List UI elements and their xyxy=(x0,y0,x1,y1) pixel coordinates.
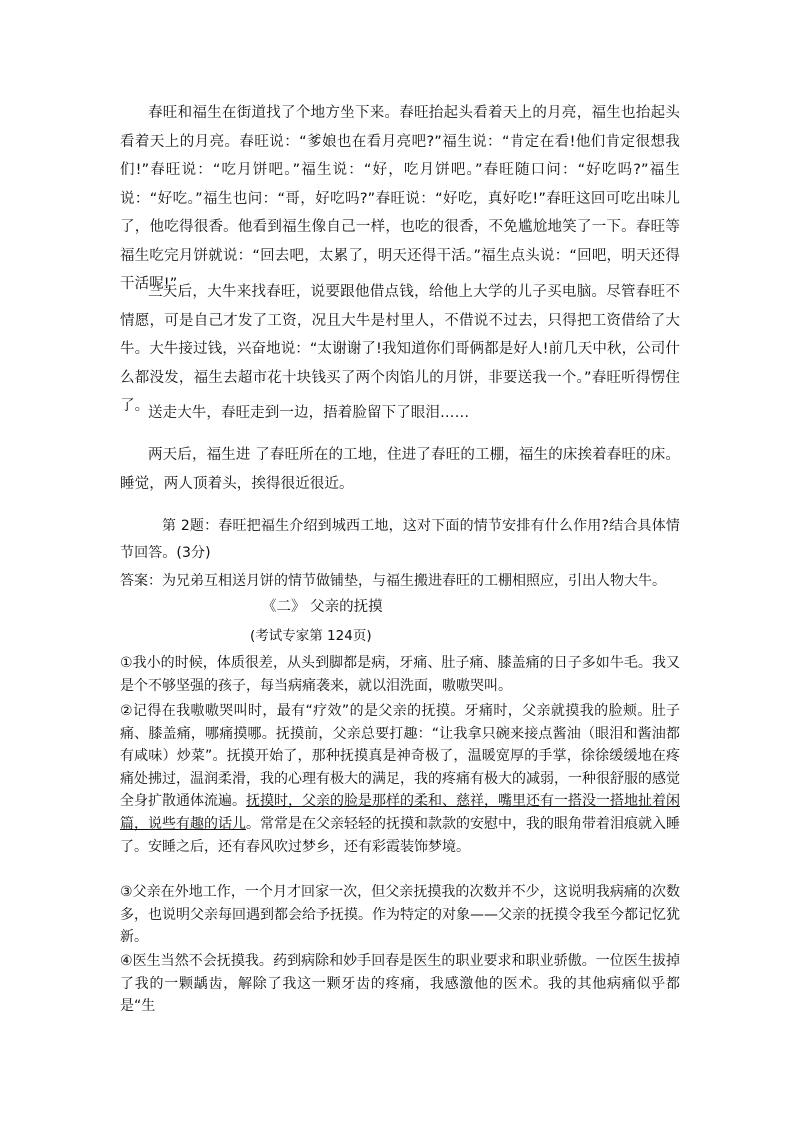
section-source: (考试专家第 124页) xyxy=(250,628,372,644)
essay-paragraph-2-text-b: 。常常是在父亲轻轻的抚摸和款款的安慰中，我的眼角带着泪痕就入睡了。安睡之后，还有春风吹过梦乡，还有彩霞装饰梦境。 xyxy=(120,815,680,855)
answer-text: 答案：为兄弟互相送月饼的情节做铺垫，与福生搬进春旺的工棚相照应，引出人物大牛。 xyxy=(120,573,666,589)
section-title: 《二》 父亲的抚摸 xyxy=(262,599,383,615)
question-2: 第 2题：春旺把福生介绍到城西工地，这对下面的情节安排有什么作用?结合具体情节回答。(3分) xyxy=(120,518,680,561)
story-paragraph-4: 两天后，福生进 了春旺所在的工地，住进了春旺的工棚，福生的床挨着春旺的床。睡觉，两人顶着头，挨得很近很近。 xyxy=(120,447,680,492)
underlined-sentence: 抚摸时，父亲的脸是那样的柔和、慈祥，嘴里还有一搭没一搭地扯着闲篇，说些有趣的话儿 xyxy=(120,793,680,832)
essay-paragraph-2 xyxy=(120,700,680,858)
story-paragraph-1: 春旺和福生在街道找了个地方坐下来。春旺抬起头看着天上的月亮，福生也抬起头看着天上的月亮。春旺说：“爹娘也在看月亮吧?”福生说：“肯定在看!他们肯定很想我们!”春旺说：“吃月饼吧。”福生说：“好，吃月饼吧。”春旺随口问：“好吃吗?”福生说：“好吃。”福生也问：“哥，好吃吗?”春旺说：“好吃，真好吃!”春旺这回可吃出味儿了，他吃得很香。他看到福生像自己一样，也吃的很香，不免尴尬地笑了一下。春旺等福生吃完月饼就说：“回去吧，太累了，明天还得干活。”福生点头说：“回吧，明天还得干活呢!” xyxy=(120,105,680,292)
essay-paragraph-3: ③父亲在外地工作，一个月才回家一次，但父亲抚摸我的次数并不少，这说明我病痛的次数多，也说明父亲每回遇到都会给予抚摸。作为特定的对象——父亲的抚摸令我至今都记忆犹新。 xyxy=(120,884,680,946)
story-paragraph-3: 送走大牛，春旺走到一边，捂着脸留下了眼泪…… xyxy=(148,405,470,421)
essay-paragraph-2-text-a: ②记得在我嗷嗷哭叫时，最有“疗效”的是父亲的抚摸。牙痛时，父亲就摸我的脸颊。肚子痛、膝盖痛，哪痛摸哪。抚摸前，父亲总要打趣：“让我拿只碗来接点酱油（眼泪和酱油都有咸味）炒菜”。抚摸开始了，那种抚摸真是神奇极了，温暖宽厚的手掌，徐徐缓缓地在疼痛处拂过，温润柔滑，我的心理有极大的满足，我的疼痛有极大的减弱，一种很舒服的感觉全身扩散通体流遍。 xyxy=(120,703,680,810)
essay-paragraph-4: ④医生当然不会抚摸我。药到病除和妙手回春是医生的职业要求和职业骄傲。一位医生拔掉了我的一颗龋齿，解除了我这一颗牙齿的疼痛，我感激他的医术。我的其他病痛似乎都是“生 xyxy=(120,953,680,1015)
essay-paragraph-1: ①我小的时候，体质很差，从头到脚都是病，牙痛、肚子痛、膝盖痛的日子多如牛毛。我又是个不够坚强的孩子，每当病痛袭来，就以泪洗面，嗷嗷哭叫。 xyxy=(120,655,680,694)
story-paragraph-2: 三天后，大牛来找春旺，说要跟他借点钱，给他上大学的儿子买电脑。尽管春旺不情愿，可是自己才发了工资，况且大牛是村里人，不借说不过去，只得把工资借给了大牛。大牛接过钱，兴奋地说：“太谢谢了!我知道你们哥俩都是好人!前几天中秋，公司什么都没发，福生去超市花十块钱买了两个肉馅儿的月饼，非要送我一个。”春旺听得愣住了。 xyxy=(120,284,680,414)
